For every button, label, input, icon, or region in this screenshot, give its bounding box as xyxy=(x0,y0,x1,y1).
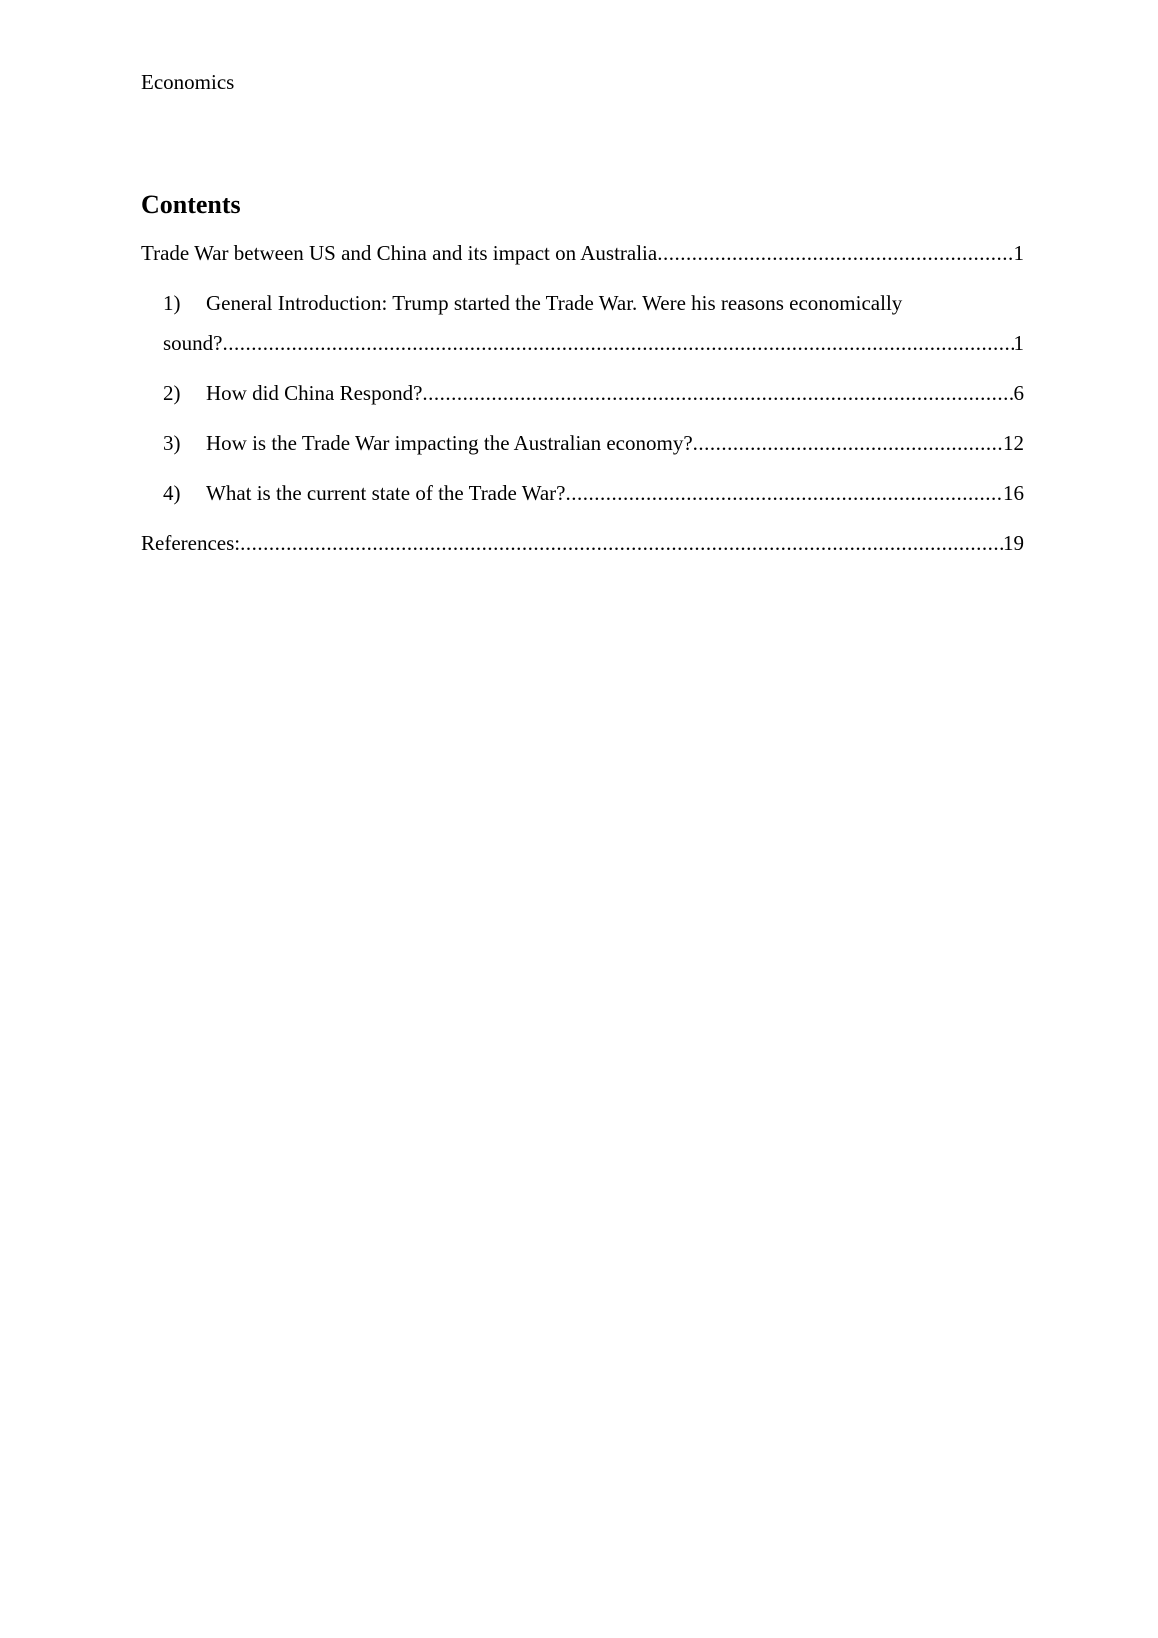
toc-page-number: 1 xyxy=(1013,241,1024,265)
toc-entry-title: What is the current state of the Trade War? xyxy=(206,481,566,505)
toc-entry-australian-economy[interactable] xyxy=(141,423,1024,463)
toc-leader-dots xyxy=(565,473,1003,513)
toc-entry-current-state[interactable] xyxy=(141,473,1024,513)
toc-leader-dots xyxy=(693,423,1003,463)
toc-entry-references[interactable] xyxy=(141,523,1024,563)
toc-page-number: 6 xyxy=(1013,381,1024,405)
toc-entry-trade-war[interactable] xyxy=(141,233,1024,273)
toc-page-number: 19 xyxy=(1003,531,1024,555)
toc-entry-title-line1: General Introduction: Trump started the Trade War. Were his reasons economically xyxy=(206,291,903,315)
toc-entry-title: How is the Trade War impacting the Australian economy? xyxy=(206,431,693,455)
toc-leader-dots xyxy=(657,233,1013,273)
toc-entry-number: 2) xyxy=(163,381,181,405)
toc-entry-china-respond[interactable] xyxy=(141,373,1024,413)
contents-heading: Contents xyxy=(141,190,241,219)
toc-entry-number: 4) xyxy=(163,481,181,505)
toc-entry-title: References: xyxy=(141,531,241,555)
toc-page-number: 12 xyxy=(1003,431,1024,455)
toc-page-number: 1 xyxy=(1013,331,1024,355)
toc-leader-dots xyxy=(223,323,1014,363)
toc-leader-dots xyxy=(240,523,1003,563)
toc-entry-title: How did China Respond? xyxy=(206,381,423,405)
toc-entry-number: 3) xyxy=(163,431,181,455)
toc-entry-general-introduction[interactable] xyxy=(141,283,1024,363)
table-of-contents xyxy=(141,233,1024,573)
toc-leader-dots xyxy=(422,373,1013,413)
toc-entry-number: 1) xyxy=(163,291,181,315)
toc-entry-title: Trade War between US and China and its impact on Australia xyxy=(141,241,658,265)
toc-entry-title-line2: sound? xyxy=(163,331,223,355)
running-header: Economics xyxy=(141,70,235,94)
toc-page-number: 16 xyxy=(1003,481,1024,505)
